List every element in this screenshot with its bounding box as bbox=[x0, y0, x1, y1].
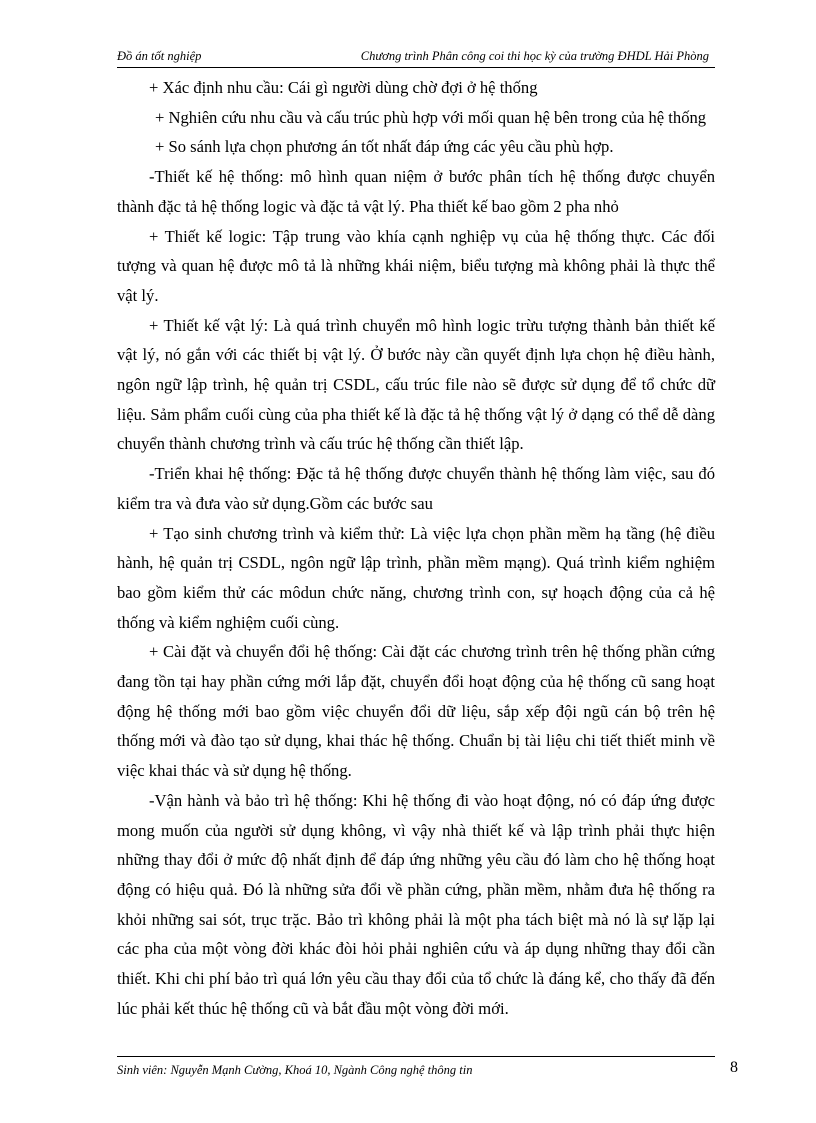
paragraph-thiet-ke-he-thong: -Thiết kế hệ thống: mô hình quan niệm ở bước phân tích hệ thống được chuyển thành đặc tả hệ thống logic và đặc tả vật lý. Pha thiết kế bao gồm 2 pha nhỏ bbox=[117, 167, 715, 216]
page-number: 8 bbox=[730, 1059, 738, 1076]
bullet-so-sanh-lua-chon: + So sánh lựa chọn phương án tốt nhất đáp ứng các yêu cầu phù hợp. bbox=[155, 137, 614, 157]
paragraph-thiet-ke-logic: + Thiết kế logic: Tập trung vào khía cạnh nghiệp vụ của hệ thống thực. Các đối tượng và quan hệ được mô tả là những khái niệm, biểu tượng mà không phải là thực thể vật lý. bbox=[117, 226, 715, 305]
header-right-text: Chương trình Phân công coi thi học kỳ của trường ĐHDL Hải Phòng bbox=[360, 49, 709, 63]
footer-student-info: Sinh viên: Nguyễn Mạnh Cường, Khoá 10, Ngành Công nghệ thông tin bbox=[117, 1063, 473, 1077]
bullet-xac-dinh-nhu-cau: + Xác định nhu cầu: Cái gì người dùng chờ đợi ở hệ thống bbox=[149, 78, 538, 97]
header-left-text: Đồ án tốt nghiệp bbox=[117, 49, 202, 63]
page-header bbox=[117, 48, 715, 65]
page-footer bbox=[117, 1062, 737, 1079]
document-body bbox=[117, 73, 715, 1024]
bullet-nghien-cuu-nhu-cau: + Nghiên cứu nhu cầu và cấu trúc phù hợp với mối quan hệ bên trong của hệ thống bbox=[155, 107, 707, 127]
header-divider bbox=[117, 67, 715, 68]
paragraph-thiet-ke-vat-ly: + Thiết kế vật lý: Là quá trình chuyển mô hình logic trừu tượng thành bản thiết kế vật lý, nó gắn với các thiết bị vật lý. Ở bước này cần quyết định lựa chọn hệ điều hành, ngôn ngữ lập trình, hệ quản trị CSDL, cấu trúc file nào sẽ được sử dụng để tổ chức dữ liệu. Sảm phẩm cuối cùng của pha thiết kế là đặc tả hệ thống vật lý ở dạng có thể dễ dàng chuyển thành chương trình và cấu trúc hệ thống cần thiết lập. bbox=[117, 315, 715, 454]
paragraph-trien-khai: -Triển khai hệ thống: Đặc tả hệ thống được chuyển thành hệ thống làm việc, sau đó kiểm tra và đưa vào sử dụng.Gồm các bước sau bbox=[117, 464, 715, 513]
paragraph-cai-dat-chuyen-doi: + Cài đặt và chuyển đổi hệ thống: Cài đặt các chương trình trên hệ thống phần cứng đang tồn tại hay phần cứng mới lắp đặt, chuyển đổi hoạt động của hệ thống cũ sang hoạt động hệ thống mới bao gồm việc chuyển đổi dữ liệu, sắp xếp đội ngũ cán bộ trên hệ thống mới và đào tạo sử dụng, khai thác hệ thống. Chuẩn bị tài liệu chi tiết thiết minh về việc khai thác và sử dụng hệ thống. bbox=[117, 642, 715, 781]
footer-divider bbox=[117, 1056, 715, 1057]
paragraph-van-hanh-bao-tri: -Vận hành và bảo trì hệ thống: Khi hệ thống đi vào hoạt động, nó có đáp ứng được mong muốn của người sử dụng không, vì vậy nhà thiết kế và lập trình phải thực hiện những thay đổi ở mức độ nhất định để đáp ứng những yêu cầu đó làm cho hệ thống hoạt động có hiệu quả. Đó là những sửa đổi về phần cứng, phần mềm, nhằm đưa hệ thống ra khỏi những sai sót, trục trặc. Bảo trì không phải là một pha tách biệt mà nó là sự lặp lại các pha của một vòng đời khác đòi hỏi phải nghiên cứu và áp dụng những thay đổi cần thiết. Khi chi phí bảo trì quá lớn yêu cầu thay đổi của tổ chức là đáng kể, cho thấy đã đến lúc phải kết thúc hệ thống cũ và bắt đầu một vòng đời mới. bbox=[117, 790, 715, 1018]
paragraph-tao-sinh-chuong-trinh: + Tạo sinh chương trình và kiểm thử: Là việc lựa chọn phần mềm hạ tầng (hệ điều hành, hệ quản trị CSDL, ngôn ngữ lập trình, phần mềm mạng). Quá trình kiểm nghiệm bao gồm kiểm thử các môdun chức năng, chương trình con, sự hoạch động của cả hệ thống và kiểm nghiệm cuối cùng. bbox=[117, 523, 715, 632]
